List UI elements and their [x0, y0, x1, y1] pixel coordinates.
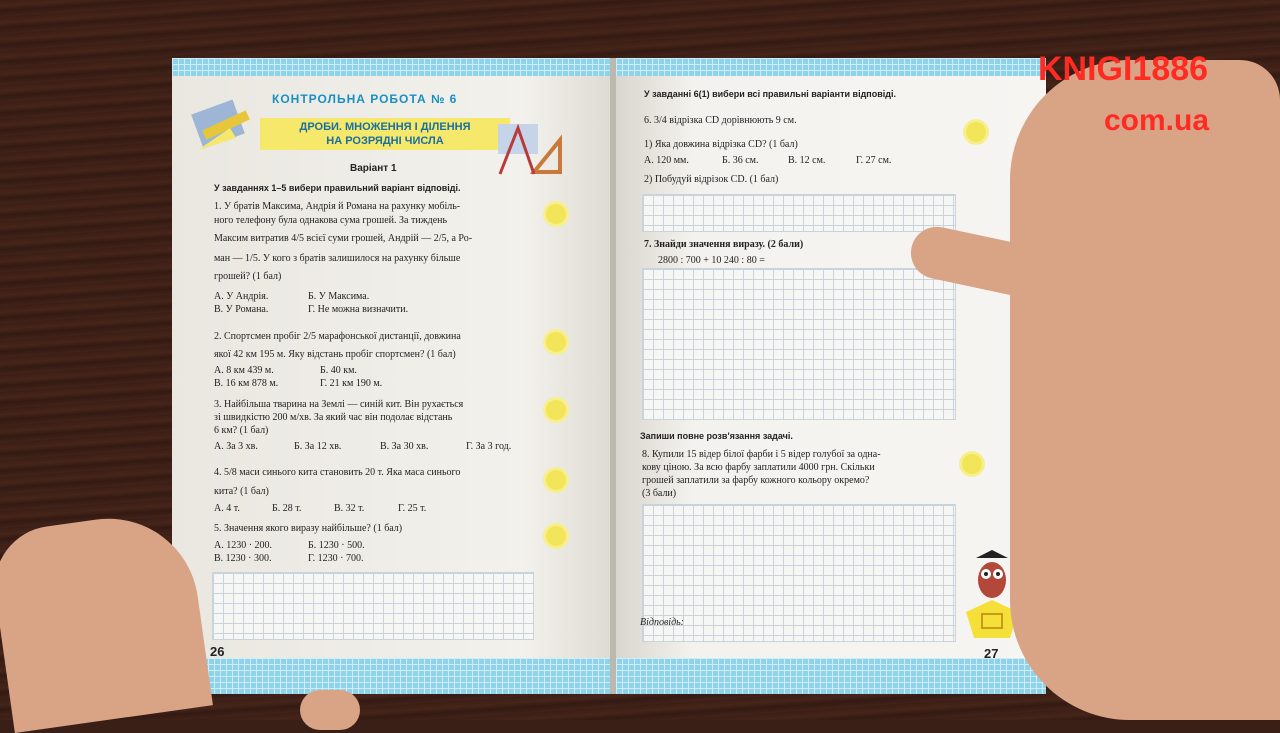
- q8-line: кову ціною. За всю фарбу заплатили 4000 грн. Скільки: [642, 462, 875, 473]
- q2-option: Б. 40 км.: [320, 365, 357, 376]
- score-sun-icon: [546, 400, 566, 420]
- score-sun-icon: [546, 204, 566, 224]
- right-hand: [1010, 60, 1280, 720]
- score-sun-icon: [546, 332, 566, 352]
- left-instruction: У завданнях 1–5 вибери правильний варіант відповіді.: [214, 183, 461, 193]
- q3-option: В. За 30 хв.: [380, 441, 429, 452]
- test-title: КОНТРОЛЬНА РОБОТА № 6: [272, 92, 458, 106]
- q1-line: ман — 1/5. У кого з братів залишилося на рахунку більше: [214, 253, 461, 264]
- q2-option: А. 8 км 439 м.: [214, 365, 274, 376]
- q8-line: 8. Купили 15 відер білої фарби і 5 відер голубої за одна-: [642, 449, 881, 460]
- q2-option: Г. 21 км 190 м.: [320, 378, 383, 389]
- q2-line: якої 42 км 195 м. Яку відстань пробіг спортсмен? (1 бал): [214, 349, 456, 360]
- q3-option: Б. За 12 хв.: [294, 441, 342, 452]
- q4-option: Г. 25 т.: [398, 503, 427, 514]
- topic-line-2: НА РОЗРЯДНІ ЧИСЛА: [326, 135, 444, 147]
- q4-option: В. 32 т.: [334, 503, 365, 514]
- right-instruction: У завданні 6(1) вибери всі правильні варіанти відповіді.: [644, 89, 896, 99]
- pencil-book-icon: [190, 98, 260, 158]
- q1-line: грошей? (1 бал): [214, 271, 282, 282]
- right-page: [616, 58, 1046, 694]
- q5-option: Б. 1230 · 500.: [308, 540, 365, 551]
- q7-line: 7. Знайди значення виразу. (2 бали): [644, 239, 804, 250]
- q3-option: Г. За 3 год.: [466, 441, 512, 452]
- topic-banner: [260, 118, 510, 150]
- q8-work-grid: [642, 504, 956, 642]
- q6-option: В. 12 см.: [788, 155, 826, 166]
- compass-triangle-icon: [494, 120, 564, 178]
- q8-line: (3 бали): [642, 488, 677, 499]
- right-top-band: [616, 58, 1046, 76]
- q1-option: Б. У Максима.: [308, 291, 370, 302]
- q5-option: Г. 1230 · 700.: [308, 553, 364, 564]
- q1-option: В. У Романа.: [214, 304, 269, 315]
- segment-grid: [642, 194, 956, 232]
- left-bottom-band: [172, 658, 612, 694]
- q6-option: А. 120 мм.: [644, 155, 689, 166]
- q1-option: Г. Не можна визначити.: [308, 304, 409, 315]
- q3-option: А. За 3 хв.: [214, 441, 258, 452]
- q1-line: 1. У братів Максима, Андрія й Романа на рахунку мобіль-: [214, 201, 461, 212]
- q1-line: Максим витратив 4/5 всієї суми грошей, Андрій — 2/5, а Ро-: [214, 233, 473, 244]
- q3-line: 3. Найбільша тварина на Землі — синій кит. Він рухається: [214, 399, 464, 410]
- q6-option: Б. 36 см.: [722, 155, 759, 166]
- q1-option: А. У Андрія.: [214, 291, 269, 302]
- score-sun-icon: [546, 526, 566, 546]
- q4-option: А. 4 т.: [214, 503, 240, 514]
- watermark-logo: KNIGI1886: [1038, 50, 1209, 88]
- left-answer-grid: [212, 572, 534, 640]
- topic-line-1: ДРОБИ. МНОЖЕННЯ І ДІЛЕННЯ: [299, 121, 471, 133]
- open-workbook: [172, 58, 1048, 698]
- right-bottom-band: [616, 658, 1046, 694]
- q6-subquestion: 2) Побудуй відрізок CD. (1 бал): [644, 174, 779, 185]
- q5-line: 5. Значення якого виразу найбільше? (1 бал): [214, 523, 403, 534]
- score-sun-icon: [546, 470, 566, 490]
- score-sun-icon: [962, 454, 982, 474]
- q4-line: кита? (1 бал): [214, 486, 269, 497]
- q4-option: Б. 28 т.: [272, 503, 302, 514]
- q5-option: А. 1230 · 200.: [214, 540, 273, 551]
- q6-subquestion: 1) Яка довжина відрізка CD? (1 бал): [644, 139, 798, 150]
- q6-option: Г. 27 см.: [856, 155, 892, 166]
- q7-expression: 2800 : 700 + 10 240 : 80 =: [658, 255, 765, 266]
- left-top-band: [172, 58, 612, 76]
- finger-bottom: [300, 690, 360, 730]
- q3-line: зі швидкістю 200 м/хв. За який час він подолає відстань: [214, 412, 453, 423]
- answer-label: Відповідь:: [640, 617, 685, 628]
- q7-work-grid: [642, 268, 956, 420]
- q1-line: ного телефону була однакова сума грошей. За тиждень: [214, 215, 448, 226]
- score-sun-icon: [966, 122, 986, 142]
- q2-option: В. 16 км 878 м.: [214, 378, 279, 389]
- watermark-domain: com.ua: [1104, 104, 1210, 137]
- variant-label: Варіант 1: [350, 163, 397, 174]
- q4-line: 4. 5/8 маси синього кита становить 20 т. Яка маса синього: [214, 467, 461, 478]
- left-page: [172, 58, 612, 694]
- q3-line: 6 км? (1 бал): [214, 425, 269, 436]
- page-number-left: 26: [210, 644, 225, 659]
- q2-line: 2. Спортсмен пробіг 2/5 марафонської дистанції, довжина: [214, 331, 461, 342]
- solution-label: Запиши повне розв'язання задачі.: [640, 431, 793, 441]
- page-number-right: 27: [984, 646, 999, 661]
- q5-option: В. 1230 · 300.: [214, 553, 272, 564]
- q6-line: 6. 3/4 відрізка CD дорівнюють 9 см.: [644, 115, 797, 126]
- q8-line: грошей заплатили за фарбу кожного кольору окремо?: [642, 475, 870, 486]
